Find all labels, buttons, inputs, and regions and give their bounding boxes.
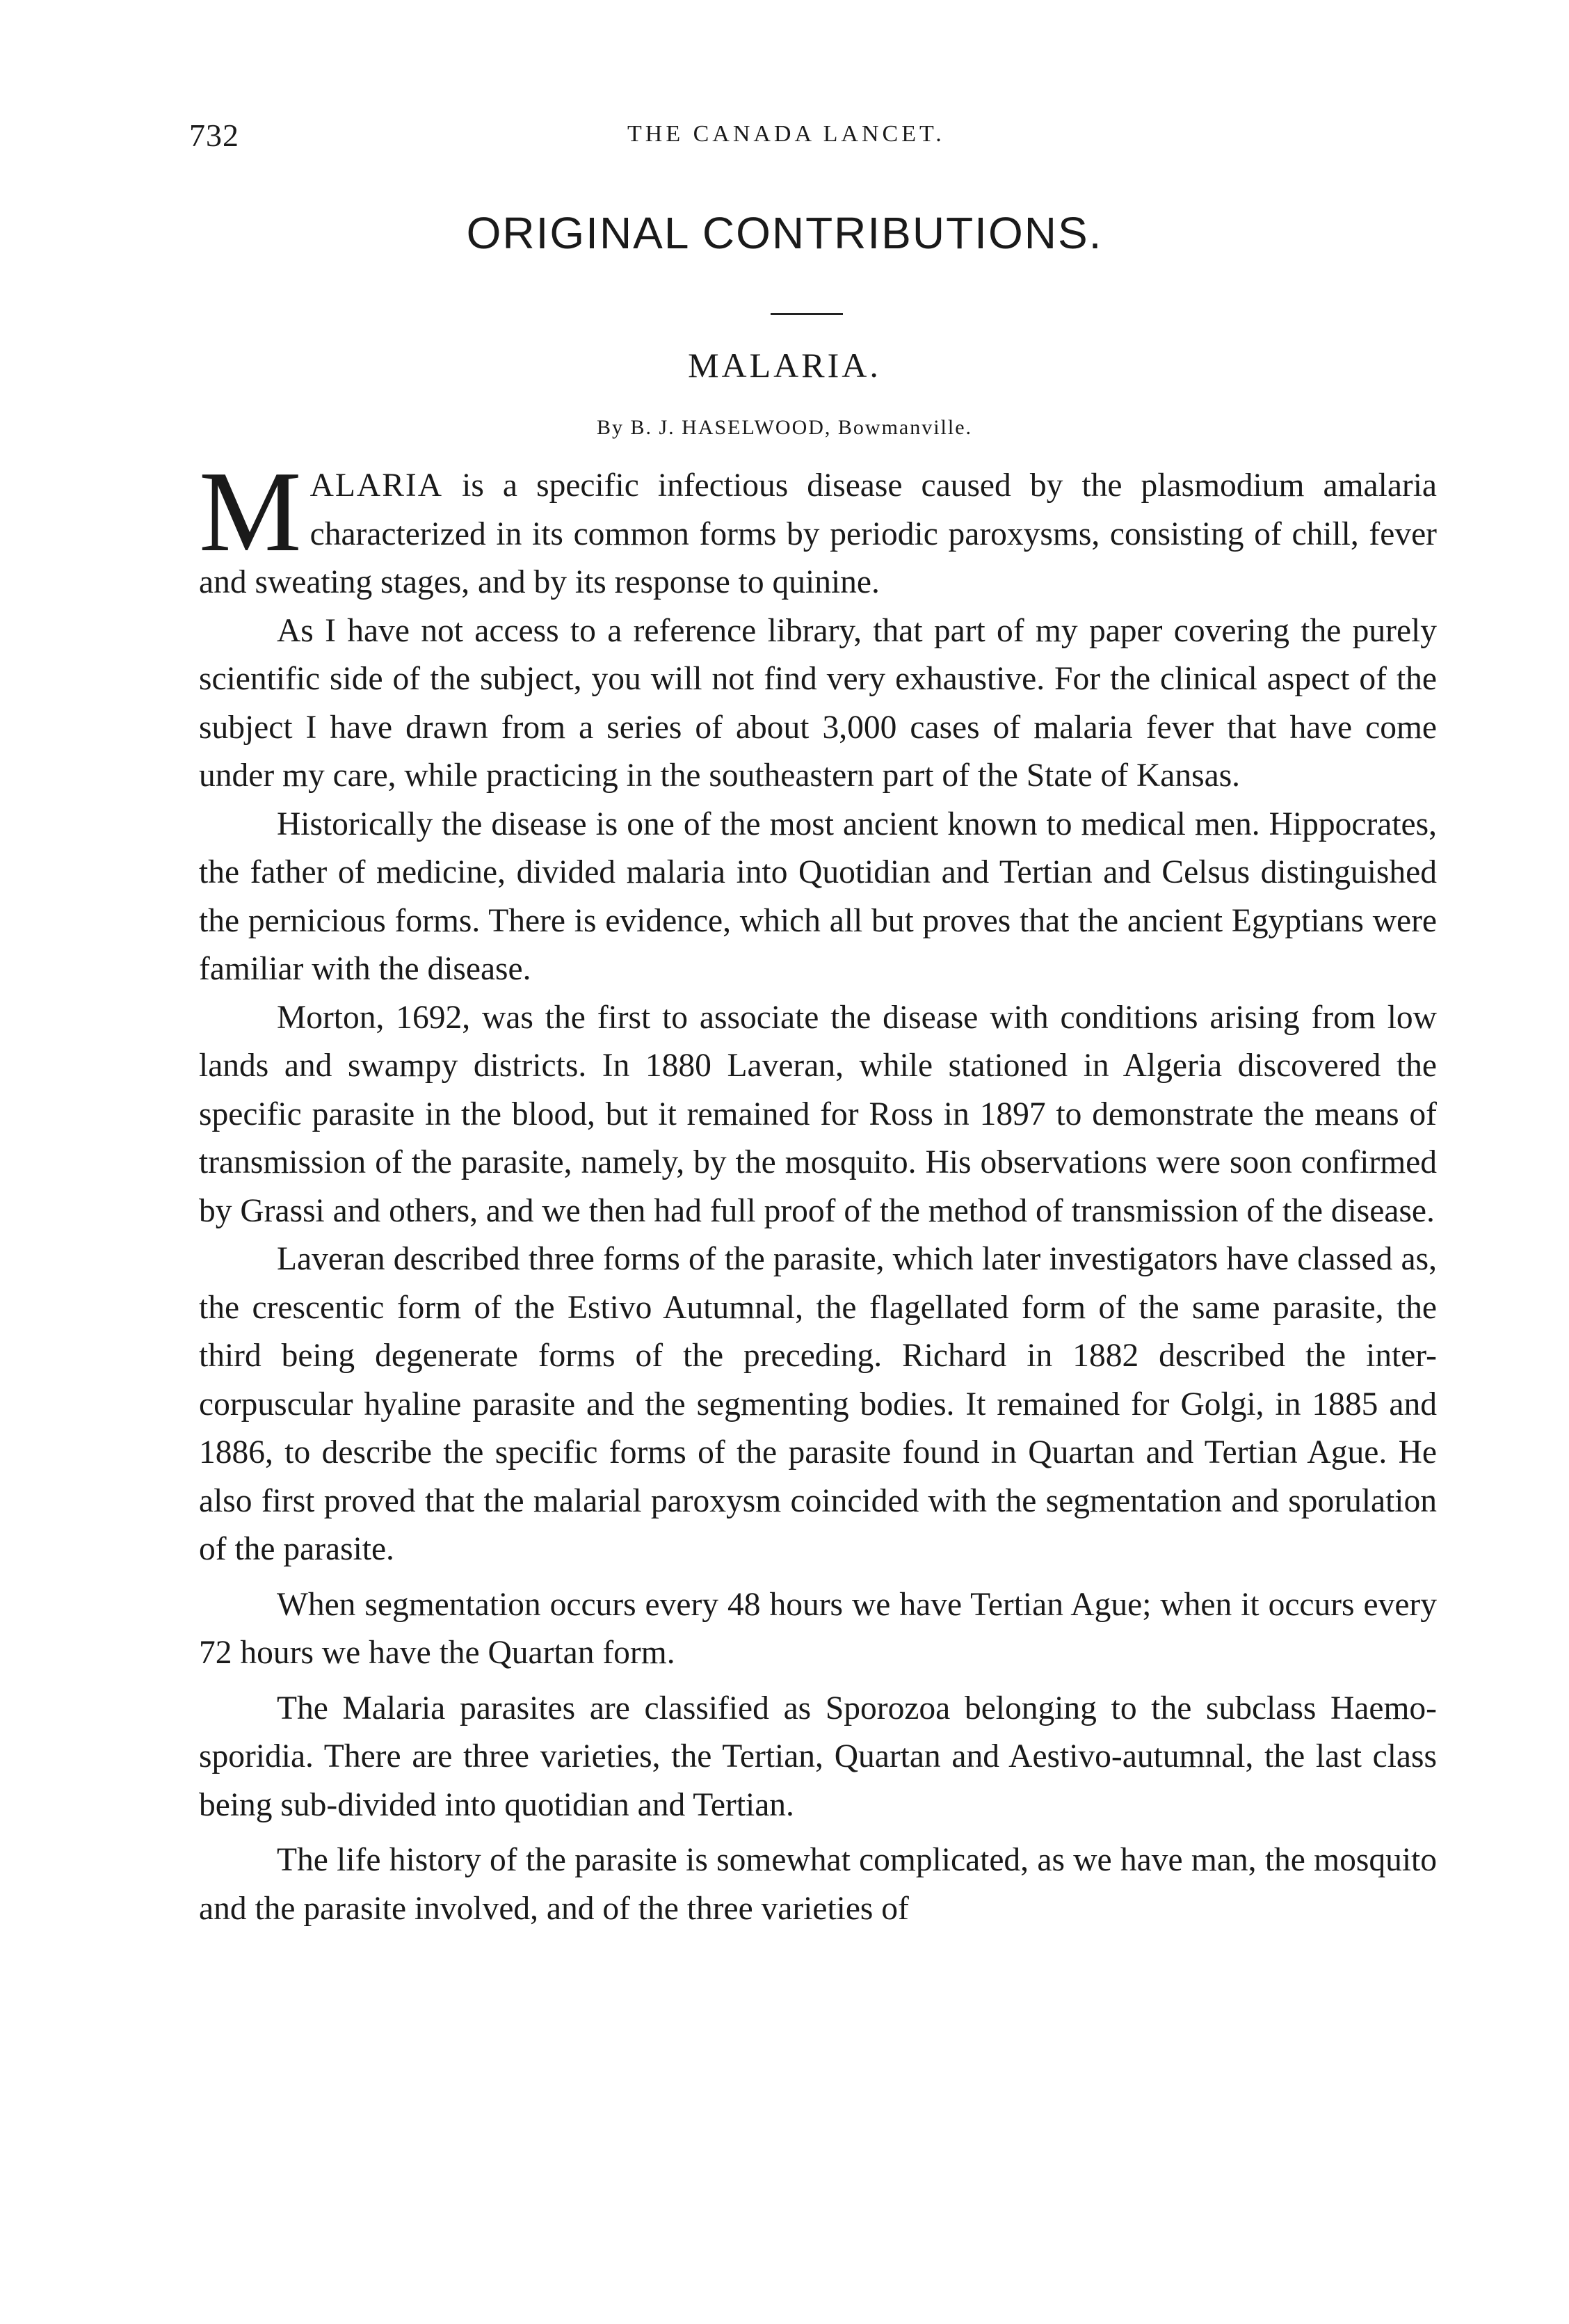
section-title: ORIGINAL CONTRIBUTIONS. — [466, 208, 1103, 258]
author-byline: By B. J. HASELWOOD, Bowmanville. — [596, 416, 973, 439]
page-number: 732 — [189, 118, 239, 153]
running-head — [189, 117, 1441, 166]
drop-cap: M — [199, 447, 302, 575]
paragraph-3: Historically the disease is one of the most ancient known to medical men. Hippocrates, the father of medicine, divided malaria into Quotidian and Tertian and Celsus distinguished the pernicious forms. There is evidence, which all but proves that the ancient Egyptians were familiar with the disease. — [199, 806, 1437, 987]
paragraph-5: Laveran described three forms of the parasite, which later investigators have classed as, the crescentic form of the Estivo Autumnal, the flagellated form of the same parasite, the third being degenerate forms of the preceding. Richard in 1882 described the inter-corpuscular hyaline parasite and the segmenting bodies. It remained for Golgi, in 1885 and 1886, to describe the specific forms of the parasite found in Quartan and Tertian Ague. He also first proved that the malarial paroxysm coincided with the segmentation and sporulation of the parasite. — [199, 1241, 1437, 1567]
paragraph-8: The life history of the parasite is somewhat complicated, as we have man, the mosquito and the parasite involved, and of the three varieties of — [199, 1842, 1437, 1927]
article-title: MALARIA. — [688, 346, 881, 385]
article-body — [199, 447, 1437, 1933]
paragraph-1-text: is a specific infectious disease caused by the plasmodium amalaria characterized in its common forms by periodic paroxysms, consisting of chill, fever and sweating stages, and by its response to quinine. — [199, 467, 1437, 600]
paragraph-7: The Malaria parasites are classified as Sporozoa belonging to the subclass Haemo-sporidia. There are three varieties, the Tertian, Quartan and Aestivo-autumnal, the last class being sub-divided into quotidian and Tertian. — [199, 1690, 1437, 1823]
paragraph-6: When segmentation occurs every 48 hours we have Tertian Ague; when it occurs every 72 hours we have the Quartan form. — [199, 1586, 1437, 1671]
paragraph-1 — [199, 447, 1437, 607]
paragraph-2: As I have not access to a reference library, that part of my paper covering the purely scientific side of the subject, you will not find very exhaustive. For the clinical aspect of the subject I have drawn from a series of about 3,000 cases of malaria fever that have come under my care, while practicing in the southeastern part of the State of Kansas. — [199, 612, 1437, 794]
journal-title: THE CANADA LANCET. — [627, 121, 945, 147]
paragraph-4: Morton, 1692, was the first to associate the disease with conditions arising from low lands and swampy districts. In 1880 Laveran, while stationed in Algeria discovered the specific parasite in the blood, but it remained for Ross in 1897 to demonstrate the means of transmission of the parasite, namely, by the mosquito. His observations were soon confirmed by Grassi and others, and we then had full proof of the method of transmission of the disease. — [199, 999, 1437, 1229]
title-divider — [771, 313, 843, 315]
first-word: ALARIA — [309, 467, 444, 504]
